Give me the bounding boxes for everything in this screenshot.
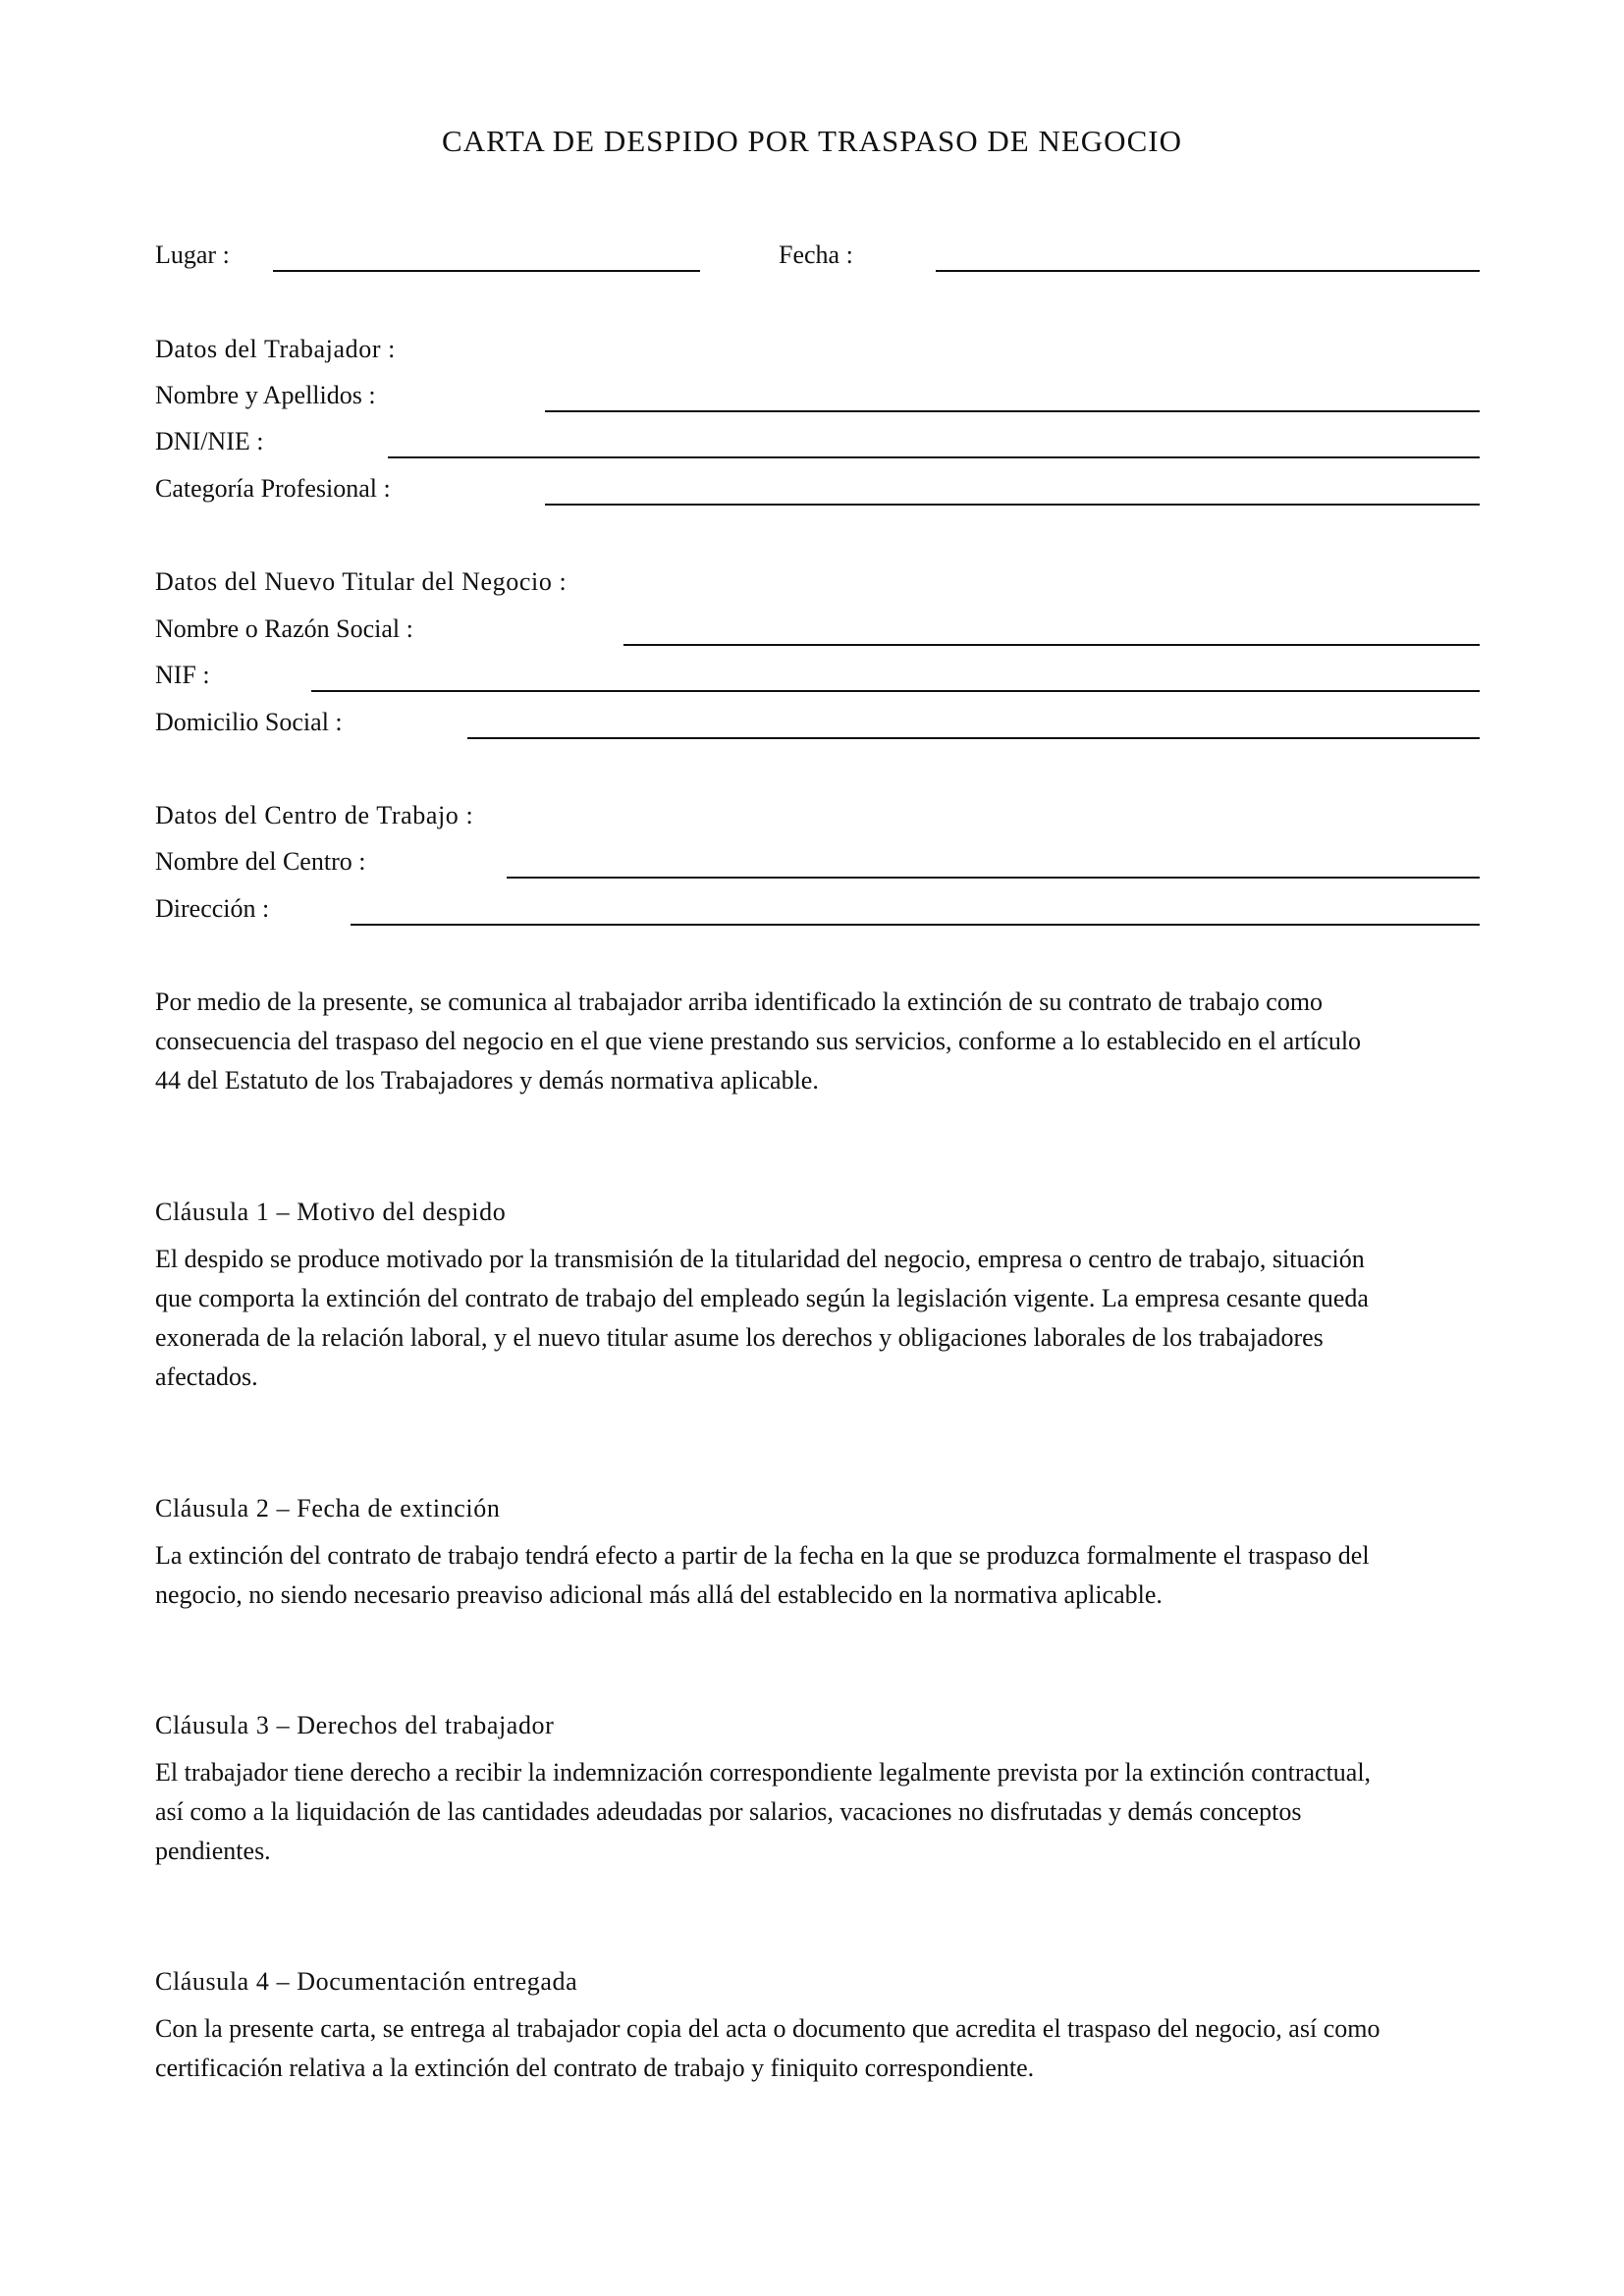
lugar-label: Lugar : xyxy=(155,240,230,269)
document-title: CARTA DE DESPIDO POR TRASPASO DE NEGOCIO xyxy=(442,124,1182,158)
clausula-2-title: Cláusula 2 – Fecha de extinción xyxy=(155,1494,501,1522)
centro-direccion-field[interactable] xyxy=(351,924,1480,926)
nuevo-titular-nombre-field[interactable] xyxy=(623,644,1480,646)
nuevo-titular-nif-label: NIF : xyxy=(155,661,210,689)
centro-nombre-field[interactable] xyxy=(507,877,1480,879)
lugar-field[interactable] xyxy=(273,270,700,272)
clausula-4-title: Cláusula 4 – Documentación entregada xyxy=(155,1967,578,1996)
nuevo-titular-domicilio-field[interactable] xyxy=(467,737,1480,739)
clausula-3-title: Cláusula 3 – Derechos del trabajador xyxy=(155,1711,555,1739)
intro-paragraph xyxy=(155,983,1481,1100)
clausula-3-text xyxy=(155,1753,1481,1871)
clausula-line: La extinción del contrato de trabajo tendrá efecto a partir de la fecha en la que se produzca formalmente el traspaso del xyxy=(155,1541,1370,1570)
intro-line: Por medio de la presente, se comunica al trabajador arriba identificado la extinción de su contrato de trabajo como xyxy=(155,988,1324,1016)
centro-direccion-label: Dirección : xyxy=(155,894,270,923)
clausula-1-title: Cláusula 1 – Motivo del despido xyxy=(155,1198,507,1226)
clausula-line: El trabajador tiene derecho a recibir la indemnización correspondiente legalmente prevista por la extinción contractual, xyxy=(155,1758,1372,1787)
fecha-field[interactable] xyxy=(936,270,1480,272)
trabajador-dni-field[interactable] xyxy=(388,456,1480,458)
clausula-line: exonerada de la relación laboral, y el nuevo titular asume los derechos y obligaciones laborales de los trabajadores xyxy=(155,1323,1324,1352)
nuevo-titular-heading: Datos del Nuevo Titular del Negocio : xyxy=(155,567,568,596)
nuevo-titular-nombre-label: Nombre o Razón Social : xyxy=(155,614,413,643)
trabajador-categoria-field[interactable] xyxy=(545,504,1480,506)
nuevo-titular-nif-field[interactable] xyxy=(311,690,1480,692)
clausula-line: negocio, no siendo necesario preaviso adicional más allá del establecido en la normativa aplicable. xyxy=(155,1580,1163,1609)
clausula-1-text xyxy=(155,1240,1481,1397)
fecha-label: Fecha : xyxy=(779,240,853,269)
trabajador-categoria-label: Categoría Profesional : xyxy=(155,474,391,503)
intro-line: 44 del Estatuto de los Trabajadores y demás normativa aplicable. xyxy=(155,1066,819,1095)
clausula-line: así como a la liquidación de las cantidades adeudadas por salarios, vacaciones no disfrutadas y demás conceptos xyxy=(155,1797,1302,1826)
centro-heading: Datos del Centro de Trabajo : xyxy=(155,801,474,829)
trabajador-dni-label: DNI/NIE : xyxy=(155,427,264,455)
clausula-line: El despido se produce motivado por la transmisión de la titularidad del negocio, empresa o centro de trabajo, situación xyxy=(155,1245,1365,1273)
intro-line: consecuencia del traspaso del negocio en el que viene prestando sus servicios, conforme a lo establecido en el artículo xyxy=(155,1027,1362,1055)
trabajador-nombre-label: Nombre y Apellidos : xyxy=(155,381,376,409)
trabajador-heading: Datos del Trabajador : xyxy=(155,335,397,363)
nuevo-titular-domicilio-label: Domicilio Social : xyxy=(155,708,343,736)
clausula-line: pendientes. xyxy=(155,1837,271,1865)
clausula-line: certificación relativa a la extinción del contrato de trabajo y finiquito correspondiente. xyxy=(155,2054,1035,2082)
clausula-2-text xyxy=(155,1536,1481,1615)
clausula-line: Con la presente carta, se entrega al trabajador copia del acta o documento que acredita el traspaso del negocio, así como xyxy=(155,2014,1380,2043)
trabajador-nombre-field[interactable] xyxy=(545,410,1480,412)
centro-nombre-label: Nombre del Centro : xyxy=(155,847,366,876)
clausula-line: que comporta la extinción del contrato de trabajo del empleado según la legislación vigente. La empresa cesante queda xyxy=(155,1284,1369,1312)
clausula-4-text xyxy=(155,2009,1481,2088)
clausula-line: afectados. xyxy=(155,1362,258,1391)
